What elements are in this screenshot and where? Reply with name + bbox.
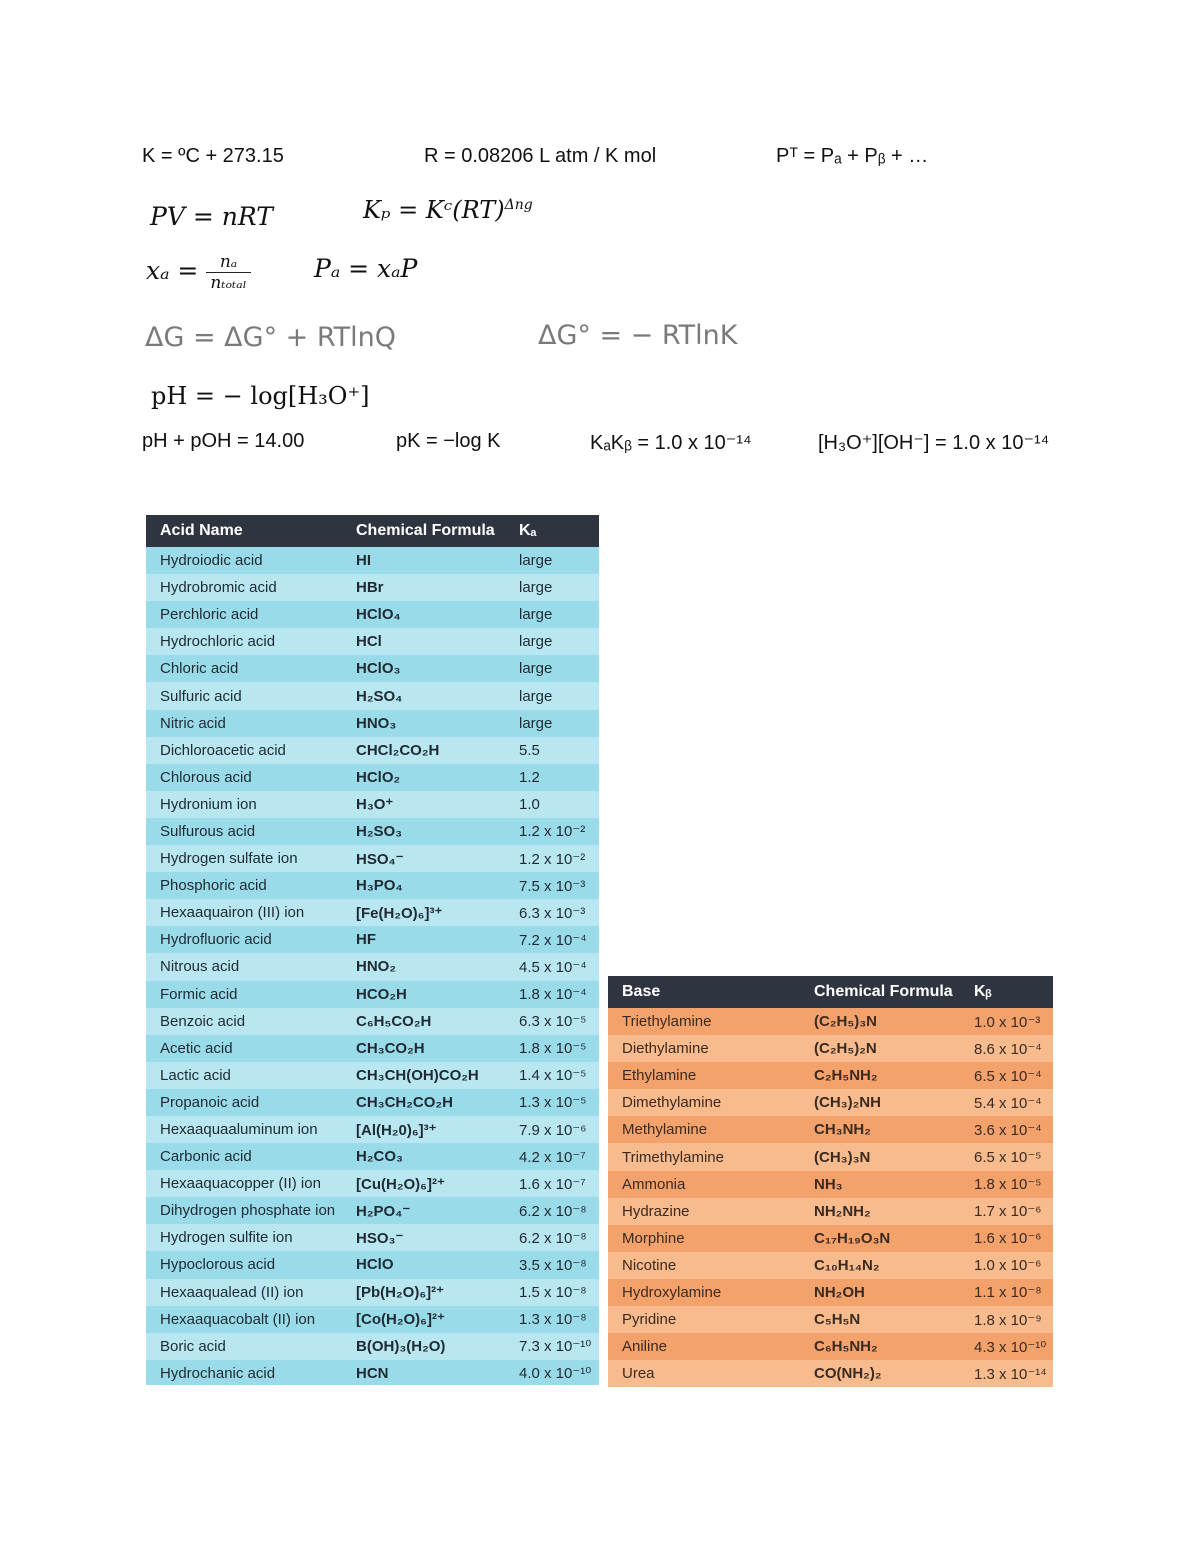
- base-table: [608, 976, 1053, 1387]
- acid-header-ka: Kₐ: [505, 515, 599, 547]
- acid-name-cell: Hydronium ion: [146, 791, 342, 818]
- base-table-row: [608, 1333, 1053, 1360]
- acid-formula-cell: HNO₂: [342, 953, 505, 980]
- acid-table-row: [146, 1143, 599, 1170]
- acid-constant-cell: 1.4 x 10⁻⁵: [505, 1062, 599, 1089]
- acid-table-row: [146, 1035, 599, 1062]
- base-name-cell: Triethylamine: [608, 1008, 800, 1035]
- base-table-header: [608, 976, 1053, 1008]
- acid-table-row: [146, 547, 599, 574]
- acid-formula-cell: HCl: [342, 628, 505, 655]
- base-name-cell: Urea: [608, 1360, 800, 1387]
- acid-table-row: [146, 1306, 599, 1333]
- base-constant-cell: 6.5 x 10⁻⁵: [960, 1143, 1053, 1170]
- acid-formula-cell: CH₃CH₂CO₂H: [342, 1089, 505, 1116]
- acid-constant-cell: 7.9 x 10⁻⁶: [505, 1116, 599, 1143]
- acid-name-cell: Hydrogen sulfite ion: [146, 1224, 342, 1251]
- acid-name-cell: Phosphoric acid: [146, 872, 342, 899]
- acid-formula-cell: CHCl₂CO₂H: [342, 737, 505, 764]
- acid-constant-cell: 5.5: [505, 737, 599, 764]
- acid-formula-cell: HSO₄⁻: [342, 845, 505, 872]
- base-table-row: [608, 1360, 1053, 1387]
- acid-constant-cell: 4.5 x 10⁻⁴: [505, 953, 599, 980]
- acid-formula-cell: HClO₃: [342, 655, 505, 682]
- mole-fraction-denominator: nₜₒₜₐₗ: [210, 273, 247, 293]
- acid-table-row: [146, 1360, 599, 1385]
- acid-formula-cell: CH₃CH(OH)CO₂H: [342, 1062, 505, 1089]
- acid-name-cell: Hydrofluoric acid: [146, 926, 342, 953]
- acid-name-cell: Boric acid: [146, 1333, 342, 1360]
- acid-name-cell: Chloric acid: [146, 655, 342, 682]
- partial-pressure-formula: Pₐ = xₐP: [314, 254, 418, 283]
- acid-table-row: [146, 1197, 599, 1224]
- acid-table-row: [146, 710, 599, 737]
- acid-constant-cell: 1.8 x 10⁻⁵: [505, 1035, 599, 1062]
- base-formula-cell: CO(NH₂)₂: [800, 1360, 960, 1387]
- acid-table-row: [146, 872, 599, 899]
- acid-formula-cell: HSO₃⁻: [342, 1224, 505, 1251]
- pk-formula: pK = −log K: [396, 430, 501, 452]
- acid-table-container: [146, 515, 599, 1385]
- acid-constant-cell: 6.2 x 10⁻⁸: [505, 1197, 599, 1224]
- acid-table-row: [146, 1224, 599, 1251]
- base-name-cell: Hydroxylamine: [608, 1279, 800, 1306]
- base-formula-cell: C₆H₅NH₂: [800, 1333, 960, 1360]
- base-formula-cell: CH₃NH₂: [800, 1116, 960, 1143]
- acid-formula-cell: B(OH)₃(H₂O): [342, 1333, 505, 1360]
- acid-name-cell: Hexaaquacopper (II) ion: [146, 1170, 342, 1197]
- acid-table-row: [146, 791, 599, 818]
- acid-name-cell: Hexaaquairon (III) ion: [146, 899, 342, 926]
- acid-table-row: [146, 764, 599, 791]
- base-formula-cell: (C₂H₅)₃N: [800, 1008, 960, 1035]
- acid-name-cell: Hexaaquaaluminum ion: [146, 1116, 342, 1143]
- acid-constant-cell: 6.2 x 10⁻⁸: [505, 1224, 599, 1251]
- acid-name-cell: Hydrobromic acid: [146, 574, 342, 601]
- base-formula-cell: NH₂NH₂: [800, 1198, 960, 1225]
- base-constant-cell: 4.3 x 10⁻¹⁰: [960, 1333, 1053, 1360]
- acid-table-row: [146, 1008, 599, 1035]
- acid-table-row: [146, 1089, 599, 1116]
- acid-formula-cell: HCO₂H: [342, 981, 505, 1008]
- base-constant-cell: 1.0 x 10⁻⁶: [960, 1252, 1053, 1279]
- gas-constant-formula: R = 0.08206 L atm / K mol: [424, 145, 657, 167]
- base-formula-cell: (CH₃)₃N: [800, 1143, 960, 1170]
- acid-name-cell: Nitric acid: [146, 710, 342, 737]
- acid-formula-cell: [Co(H₂O)₆]²⁺: [342, 1306, 505, 1333]
- acid-table-row: [146, 655, 599, 682]
- acid-formula-cell: HNO₃: [342, 710, 505, 737]
- acid-formula-cell: HCN: [342, 1360, 505, 1385]
- kelvin-formula: K = ºC + 273.15: [142, 145, 284, 167]
- mole-fraction-lhs: xₐ =: [146, 256, 199, 285]
- acid-table-row: [146, 682, 599, 709]
- base-constant-cell: 1.0 x 10⁻³: [960, 1008, 1053, 1035]
- acid-table-row: [146, 818, 599, 845]
- acid-formula-cell: HClO: [342, 1251, 505, 1278]
- acid-formula-cell: HI: [342, 547, 505, 574]
- base-formula-cell: (C₂H₅)₂N: [800, 1035, 960, 1062]
- acid-table-row: [146, 737, 599, 764]
- base-table-row: [608, 1008, 1053, 1035]
- total-pressure-formula: Pᵀ = Pₐ + Pᵦ + …: [776, 145, 929, 167]
- base-table-row: [608, 1198, 1053, 1225]
- acid-constant-cell: 1.5 x 10⁻⁸: [505, 1279, 599, 1306]
- acid-formula-cell: H₂SO₄: [342, 682, 505, 709]
- acid-name-cell: Perchloric acid: [146, 601, 342, 628]
- base-table-row: [608, 1089, 1053, 1116]
- base-formula-cell: C₁₀H₁₄N₂: [800, 1252, 960, 1279]
- acid-constant-cell: 4.2 x 10⁻⁷: [505, 1143, 599, 1170]
- base-constant-cell: 1.3 x 10⁻¹⁴: [960, 1360, 1053, 1387]
- base-formula-cell: C₂H₅NH₂: [800, 1062, 960, 1089]
- acid-formula-cell: CH₃CO₂H: [342, 1035, 505, 1062]
- acid-name-cell: Formic acid: [146, 981, 342, 1008]
- gibbs-standard-formula: ΔG° = − RTlnK: [538, 320, 738, 351]
- acid-header-name: Acid Name: [146, 515, 342, 547]
- acid-table-row: [146, 1170, 599, 1197]
- base-header-name: Base: [608, 976, 800, 1008]
- acid-name-cell: Hydrochloric acid: [146, 628, 342, 655]
- acid-table-row: [146, 981, 599, 1008]
- acid-constant-cell: large: [505, 574, 599, 601]
- acid-constant-cell: 4.0 x 10⁻¹⁰: [505, 1360, 599, 1385]
- acid-name-cell: Hypoclorous acid: [146, 1251, 342, 1278]
- acid-formula-cell: HBr: [342, 574, 505, 601]
- acid-table-row: [146, 1062, 599, 1089]
- mole-fraction-numerator: nₐ: [206, 252, 250, 273]
- acid-constant-cell: large: [505, 655, 599, 682]
- acid-name-cell: Benzoic acid: [146, 1008, 342, 1035]
- acid-constant-cell: 1.3 x 10⁻⁵: [505, 1089, 599, 1116]
- acid-table-row: [146, 1279, 599, 1306]
- acid-formula-cell: HClO₄: [342, 601, 505, 628]
- acid-formula-cell: [Al(H₂0)₆]³⁺: [342, 1116, 505, 1143]
- gibbs-formula: ΔG = ΔG° + RTlnQ: [145, 322, 397, 353]
- base-name-cell: Trimethylamine: [608, 1143, 800, 1170]
- acid-constant-cell: 6.3 x 10⁻³: [505, 899, 599, 926]
- base-constant-cell: 1.8 x 10⁻⁹: [960, 1306, 1053, 1333]
- acid-constant-cell: large: [505, 601, 599, 628]
- acid-table-row: [146, 845, 599, 872]
- kw-formula: [H₃O⁺][OH⁻] = 1.0 x 10⁻¹⁴: [818, 432, 1050, 454]
- acid-name-cell: Hydroiodic acid: [146, 547, 342, 574]
- base-name-cell: Aniline: [608, 1333, 800, 1360]
- acid-header-formula: Chemical Formula: [342, 515, 505, 547]
- base-formula-cell: NH₃: [800, 1171, 960, 1198]
- base-name-cell: Methylamine: [608, 1116, 800, 1143]
- base-constant-cell: 1.7 x 10⁻⁶: [960, 1198, 1053, 1225]
- base-constant-cell: 1.8 x 10⁻⁵: [960, 1171, 1053, 1198]
- kp-kc-base: Kₚ = Kᶜ(RT): [363, 196, 505, 224]
- acid-formula-cell: HF: [342, 926, 505, 953]
- acid-table-row: [146, 899, 599, 926]
- acid-constant-cell: large: [505, 710, 599, 737]
- base-formula-cell: C₁₇H₁₉O₃N: [800, 1225, 960, 1252]
- base-name-cell: Dimethylamine: [608, 1089, 800, 1116]
- acid-name-cell: Hexaaquacobalt (II) ion: [146, 1306, 342, 1333]
- acid-constant-cell: 1.2: [505, 764, 599, 791]
- acid-formula-cell: H₂CO₃: [342, 1143, 505, 1170]
- acid-table-row: [146, 1116, 599, 1143]
- base-table-row: [608, 1306, 1053, 1333]
- acid-constant-cell: 1.8 x 10⁻⁴: [505, 981, 599, 1008]
- acid-constant-cell: 1.0: [505, 791, 599, 818]
- acid-constant-cell: 1.3 x 10⁻⁸: [505, 1306, 599, 1333]
- base-name-cell: Nicotine: [608, 1252, 800, 1279]
- base-table-row: [608, 1171, 1053, 1198]
- acid-name-cell: Carbonic acid: [146, 1143, 342, 1170]
- base-constant-cell: 1.6 x 10⁻⁶: [960, 1225, 1053, 1252]
- acid-formula-cell: H₃PO₄: [342, 872, 505, 899]
- acid-table: [146, 515, 599, 1385]
- acid-name-cell: Hydrochanic acid: [146, 1360, 342, 1385]
- acid-formula-cell: [Cu(H₂O)₆]²⁺: [342, 1170, 505, 1197]
- base-formula-cell: NH₂OH: [800, 1279, 960, 1306]
- acid-formula-cell: H₂SO₃: [342, 818, 505, 845]
- base-formula-cell: C₅H₅N: [800, 1306, 960, 1333]
- acid-table-row: [146, 601, 599, 628]
- acid-table-row: [146, 953, 599, 980]
- base-constant-cell: 5.4 x 10⁻⁴: [960, 1089, 1053, 1116]
- acid-formula-cell: HClO₂: [342, 764, 505, 791]
- base-constant-cell: 1.1 x 10⁻⁸: [960, 1279, 1053, 1306]
- acid-name-cell: Hydrogen sulfate ion: [146, 845, 342, 872]
- base-table-row: [608, 1279, 1053, 1306]
- kakb-formula: KₐKᵦ = 1.0 x 10⁻¹⁴: [590, 432, 752, 454]
- base-constant-cell: 6.5 x 10⁻⁴: [960, 1062, 1053, 1089]
- acid-name-cell: Chlorous acid: [146, 764, 342, 791]
- acid-constant-cell: large: [505, 682, 599, 709]
- base-table-row: [608, 1116, 1053, 1143]
- base-name-cell: Pyridine: [608, 1306, 800, 1333]
- base-table-row: [608, 1143, 1053, 1170]
- acid-table-row: [146, 1333, 599, 1360]
- base-name-cell: Ethylamine: [608, 1062, 800, 1089]
- base-table-row: [608, 1062, 1053, 1089]
- acid-formula-cell: [Fe(H₂O)₆]³⁺: [342, 899, 505, 926]
- ph-poh-formula: pH + pOH = 14.00: [142, 430, 305, 452]
- acid-constant-cell: 1.6 x 10⁻⁷: [505, 1170, 599, 1197]
- base-formula-cell: (CH₃)₂NH: [800, 1089, 960, 1116]
- acid-constant-cell: large: [505, 628, 599, 655]
- acid-constant-cell: 7.3 x 10⁻¹⁰: [505, 1333, 599, 1360]
- acid-name-cell: Hexaaqualead (II) ion: [146, 1279, 342, 1306]
- kp-kc-exponent: Δng: [504, 197, 533, 213]
- base-table-row: [608, 1252, 1053, 1279]
- acid-table-row: [146, 1251, 599, 1278]
- acid-name-cell: Sulfuric acid: [146, 682, 342, 709]
- base-constant-cell: 8.6 x 10⁻⁴: [960, 1035, 1053, 1062]
- acid-constant-cell: 3.5 x 10⁻⁸: [505, 1251, 599, 1278]
- mole-fraction: [146, 252, 251, 293]
- base-constant-cell: 3.6 x 10⁻⁴: [960, 1116, 1053, 1143]
- acid-formula-cell: H₂PO₄⁻: [342, 1197, 505, 1224]
- ideal-gas-law: PV = nRT: [150, 202, 273, 231]
- acid-constant-cell: 7.2 x 10⁻⁴: [505, 926, 599, 953]
- base-header-kb: Kᵦ: [960, 976, 1053, 1008]
- acid-name-cell: Dihydrogen phosphate ion: [146, 1197, 342, 1224]
- acid-name-cell: Propanoic acid: [146, 1089, 342, 1116]
- acid-constant-cell: large: [505, 547, 599, 574]
- acid-table-header: [146, 515, 599, 547]
- acid-table-row: [146, 926, 599, 953]
- acid-name-cell: Lactic acid: [146, 1062, 342, 1089]
- acid-formula-cell: [Pb(H₂O)₆]²⁺: [342, 1279, 505, 1306]
- acid-table-row: [146, 574, 599, 601]
- base-name-cell: Ammonia: [608, 1171, 800, 1198]
- acid-name-cell: Sulfurous acid: [146, 818, 342, 845]
- acid-name-cell: Dichloroacetic acid: [146, 737, 342, 764]
- acid-constant-cell: 7.5 x 10⁻³: [505, 872, 599, 899]
- base-name-cell: Morphine: [608, 1225, 800, 1252]
- base-table-row: [608, 1225, 1053, 1252]
- base-table-row: [608, 1035, 1053, 1062]
- acid-formula-cell: C₆H₅CO₂H: [342, 1008, 505, 1035]
- acid-formula-cell: H₃O⁺: [342, 791, 505, 818]
- acid-constant-cell: 1.2 x 10⁻²: [505, 818, 599, 845]
- base-name-cell: Hydrazine: [608, 1198, 800, 1225]
- acid-constant-cell: 6.3 x 10⁻⁵: [505, 1008, 599, 1035]
- kp-kc-relation: [363, 196, 533, 224]
- mole-fraction-ratio: [206, 252, 250, 293]
- base-name-cell: Diethylamine: [608, 1035, 800, 1062]
- acid-name-cell: Nitrous acid: [146, 953, 342, 980]
- acid-table-row: [146, 628, 599, 655]
- base-header-formula: Chemical Formula: [800, 976, 960, 1008]
- ph-definition: pH = − log[H₃O⁺]: [151, 382, 370, 410]
- acid-name-cell: Acetic acid: [146, 1035, 342, 1062]
- acid-constant-cell: 1.2 x 10⁻²: [505, 845, 599, 872]
